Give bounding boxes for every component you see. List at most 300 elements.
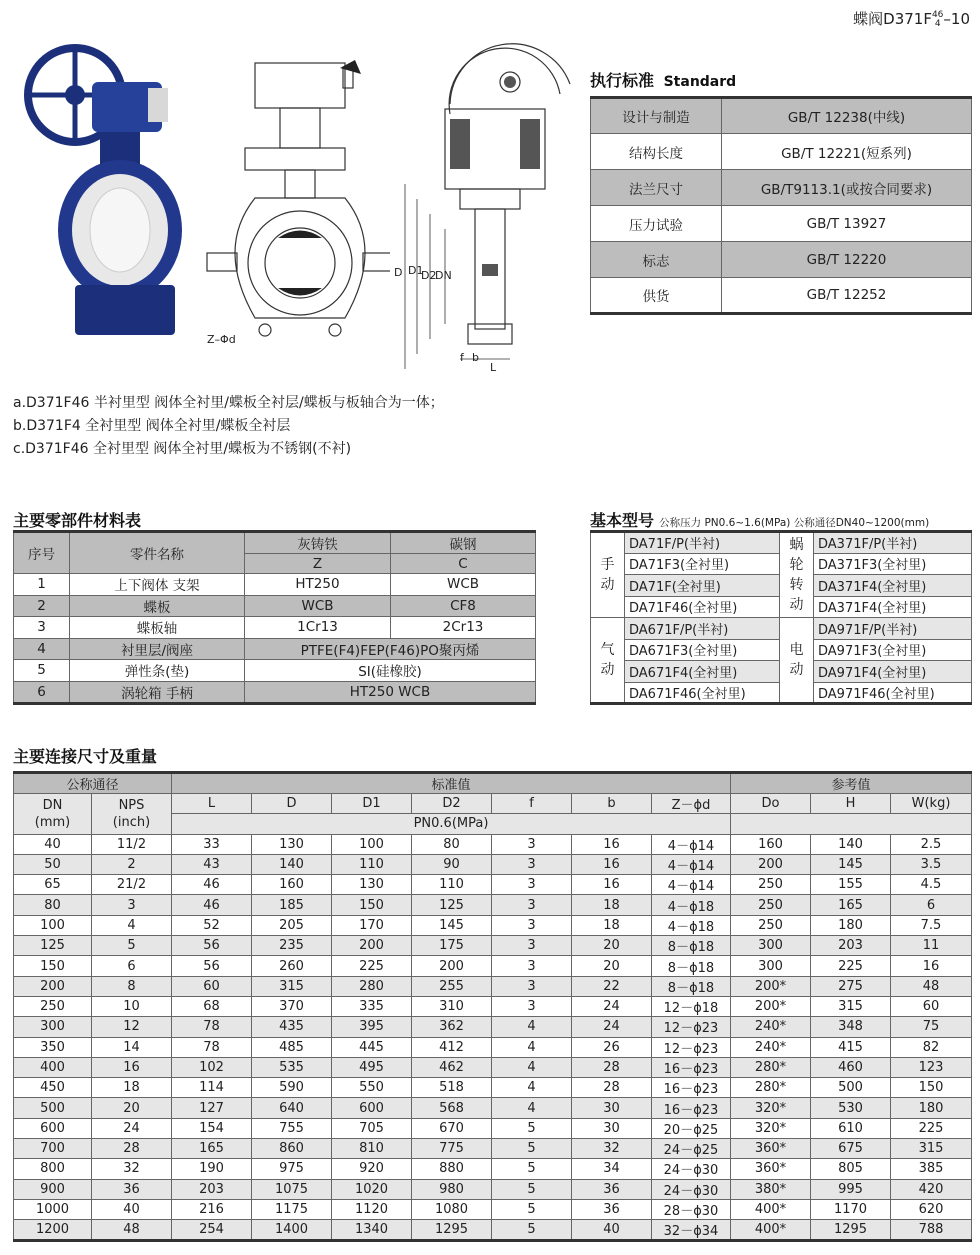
table-cell: 16－ϕ23 xyxy=(652,1078,731,1098)
table-cell: 300 xyxy=(731,936,811,956)
table-cell: 300 xyxy=(14,1017,92,1037)
col-header-nps xyxy=(92,794,172,835)
table-cell: 3 xyxy=(492,915,572,935)
table-cell: 150 xyxy=(332,895,412,915)
table-cell: 40 xyxy=(572,1220,652,1241)
table-cell: 1170 xyxy=(811,1199,891,1219)
table-cell: 800 xyxy=(14,1159,92,1179)
table-row xyxy=(14,854,972,874)
col-header-dn-unit: (mm) xyxy=(34,814,71,830)
table-cell: 5 xyxy=(492,1220,572,1241)
table-cell: 1340 xyxy=(332,1220,412,1241)
table-cell: 30 xyxy=(572,1118,652,1138)
table-cell: 16 xyxy=(572,854,652,874)
standard-key: 设计与制造 xyxy=(591,98,722,134)
table-cell: 130 xyxy=(252,834,332,854)
table-cell: 788 xyxy=(891,1220,972,1241)
table-cell: 165 xyxy=(172,1139,252,1159)
table-cell: 4－ϕ14 xyxy=(652,834,731,854)
col-header-z: Z xyxy=(245,554,391,574)
table-cell: 36 xyxy=(92,1179,172,1199)
cell: 涡轮箱 手柄 xyxy=(70,681,245,703)
table-cell: 2 xyxy=(92,854,172,874)
table-cell: 46 xyxy=(172,895,252,915)
table-row xyxy=(14,976,972,996)
models-side-label: 电动 xyxy=(789,642,804,678)
table-cell: 240* xyxy=(731,1037,811,1057)
table-row xyxy=(591,242,972,278)
model-item: DA971F46(全衬里) xyxy=(814,682,972,704)
table-row xyxy=(591,98,972,134)
cell: SI(硅橡胶) xyxy=(245,660,536,682)
models-table xyxy=(590,530,972,705)
table-cell: 150 xyxy=(891,1078,972,1098)
table-cell: 127 xyxy=(172,1098,252,1118)
pn-label-empty xyxy=(731,814,972,834)
table-cell: 145 xyxy=(412,915,492,935)
table-cell: 4.5 xyxy=(891,875,972,895)
col-header: b xyxy=(572,794,652,814)
col-header: H xyxy=(811,794,891,814)
table-cell: 154 xyxy=(172,1118,252,1138)
table-cell: 2.5 xyxy=(891,834,972,854)
table-row xyxy=(14,1098,972,1118)
label-zphid: Z–Φd xyxy=(207,333,236,346)
materials-title: 主要零部件材料表 xyxy=(13,511,142,530)
table-cell: 78 xyxy=(172,1037,252,1057)
table-cell: 460 xyxy=(811,1057,891,1077)
label-b: b xyxy=(472,351,479,364)
table-cell: 200* xyxy=(731,996,811,1016)
table-cell: 24 xyxy=(92,1118,172,1138)
table-cell: 3 xyxy=(92,895,172,915)
table-cell: 1175 xyxy=(252,1199,332,1219)
table-cell: 6 xyxy=(92,956,172,976)
table-cell: 705 xyxy=(332,1118,412,1138)
standard-value: GB/T9113.1(或按合同要求) xyxy=(722,170,972,206)
table-cell: 495 xyxy=(332,1057,412,1077)
table-cell: 530 xyxy=(811,1098,891,1118)
standard-heading xyxy=(590,68,736,91)
table-cell: 3 xyxy=(492,895,572,915)
cell: 弹性条(垫) xyxy=(70,660,245,682)
table-cell: 32 xyxy=(92,1159,172,1179)
table-row xyxy=(14,1179,972,1199)
col-header-nps-unit: (inch) xyxy=(112,814,151,830)
table-cell: 5 xyxy=(492,1179,572,1199)
table-header-row xyxy=(14,773,972,794)
table-cell: 240* xyxy=(731,1017,811,1037)
table-cell: 250 xyxy=(731,895,811,915)
table-cell: 216 xyxy=(172,1199,252,1219)
table-cell: 280* xyxy=(731,1078,811,1098)
label-D1: D1 xyxy=(408,264,424,277)
table-cell: 48 xyxy=(891,976,972,996)
table-cell: 24 xyxy=(572,996,652,1016)
table-cell: 4－ϕ14 xyxy=(652,875,731,895)
table-cell: 65 xyxy=(14,875,92,895)
table-cell: 200 xyxy=(412,956,492,976)
table-cell: 315 xyxy=(252,976,332,996)
table-row xyxy=(591,618,972,640)
table-cell: 203 xyxy=(811,936,891,956)
cell: HT250 WCB xyxy=(245,681,536,703)
table-cell: 975 xyxy=(252,1159,332,1179)
table-cell: 205 xyxy=(252,915,332,935)
table-cell: 125 xyxy=(412,895,492,915)
cell: 2 xyxy=(14,595,70,617)
table-cell: 400* xyxy=(731,1199,811,1219)
table-row xyxy=(14,638,536,660)
table-cell: 4 xyxy=(92,915,172,935)
col-header-no: 序号 xyxy=(14,532,70,574)
cell: PTFE(F4)FEP(F46)PO聚丙烯 xyxy=(245,638,536,660)
table-cell: 995 xyxy=(811,1179,891,1199)
standard-key: 法兰尺寸 xyxy=(591,170,722,206)
table-row xyxy=(14,1159,972,1179)
model-item: DA971F/P(半衬) xyxy=(814,618,972,640)
table-cell: 775 xyxy=(412,1139,492,1159)
table-cell: 160 xyxy=(731,834,811,854)
table-cell: 60 xyxy=(891,996,972,1016)
standard-key: 结构长度 xyxy=(591,134,722,170)
models-side-label: 蜗轮转动 xyxy=(789,537,804,613)
table-cell: 1075 xyxy=(252,1179,332,1199)
table-cell: 3 xyxy=(492,996,572,1016)
table-cell: 235 xyxy=(252,936,332,956)
col-group-standard: 标准值 xyxy=(172,773,731,794)
table-cell: 3 xyxy=(492,976,572,996)
table-cell: 590 xyxy=(252,1078,332,1098)
label-L: L xyxy=(490,361,497,374)
table-cell: 675 xyxy=(811,1139,891,1159)
table-cell: 180 xyxy=(811,915,891,935)
table-cell: 32－ϕ34 xyxy=(652,1220,731,1241)
dims-table xyxy=(13,771,972,1242)
table-header-row xyxy=(14,794,972,814)
standard-value: GB/T 12221(短系列) xyxy=(722,134,972,170)
table-cell: 20 xyxy=(92,1098,172,1118)
type-item: b.D371F4 全衬里型 阀体全衬里/蝶板全衬层 xyxy=(13,418,291,434)
label-D2: D2 xyxy=(421,269,437,282)
model-item: DA671F46(全衬里) xyxy=(625,682,780,704)
col-header-dn xyxy=(14,794,92,835)
cell: 5 xyxy=(14,660,70,682)
models-side-label: 气动 xyxy=(600,642,615,678)
table-cell: 320* xyxy=(731,1098,811,1118)
cell: 1 xyxy=(14,574,70,596)
table-cell: 250 xyxy=(731,915,811,935)
table-cell: 140 xyxy=(811,834,891,854)
valve-front-drawing xyxy=(205,38,390,358)
table-cell: 21/2 xyxy=(92,875,172,895)
table-cell: 123 xyxy=(891,1057,972,1077)
table-cell: 8－ϕ18 xyxy=(652,936,731,956)
table-cell: 3.5 xyxy=(891,854,972,874)
table-cell: 348 xyxy=(811,1017,891,1037)
table-cell: 24－ϕ25 xyxy=(652,1139,731,1159)
table-cell: 11 xyxy=(891,936,972,956)
table-cell: 450 xyxy=(14,1078,92,1098)
cell: 6 xyxy=(14,681,70,703)
table-cell: 180 xyxy=(891,1098,972,1118)
table-cell: 114 xyxy=(172,1078,252,1098)
table-row xyxy=(14,1139,972,1159)
model-item: DA371F4(全衬里) xyxy=(814,575,972,597)
table-row xyxy=(14,574,536,596)
col-header: D1 xyxy=(332,794,412,814)
cell: WCB xyxy=(391,574,536,596)
table-cell: 315 xyxy=(891,1139,972,1159)
type-item: a.D371F46 半衬里型 阀体全衬里/蝶板全衬层/蝶板与板轴合为一体； xyxy=(13,395,444,411)
table-cell: 30 xyxy=(572,1098,652,1118)
models-title: 基本型号 xyxy=(590,511,655,530)
table-cell: 16－ϕ23 xyxy=(652,1057,731,1077)
cell: 3 xyxy=(14,617,70,639)
table-cell: 110 xyxy=(412,875,492,895)
table-row xyxy=(14,1017,972,1037)
table-row xyxy=(14,1199,972,1219)
table-cell: 620 xyxy=(891,1199,972,1219)
table-row xyxy=(14,956,972,976)
header-title-sup: 46 xyxy=(931,9,944,20)
type-list xyxy=(13,392,444,461)
table-cell: 5 xyxy=(492,1139,572,1159)
pn-label: PN0.6(MPa) xyxy=(172,814,731,834)
materials-table xyxy=(13,530,536,705)
table-cell: 68 xyxy=(172,996,252,1016)
table-row xyxy=(591,170,972,206)
table-cell: 485 xyxy=(252,1037,332,1057)
table-row xyxy=(14,1220,972,1241)
table-cell: 200 xyxy=(14,976,92,996)
table-cell: 860 xyxy=(252,1139,332,1159)
table-cell: 900 xyxy=(14,1179,92,1199)
model-item: DA671F/P(半衬) xyxy=(625,618,780,640)
table-cell: 145 xyxy=(811,854,891,874)
table-cell: 185 xyxy=(252,895,332,915)
table-cell: 175 xyxy=(412,936,492,956)
col-group-reference: 参考值 xyxy=(731,773,972,794)
table-cell: 362 xyxy=(412,1017,492,1037)
table-row xyxy=(591,532,972,554)
table-cell: 50 xyxy=(14,854,92,874)
table-cell: 250 xyxy=(731,875,811,895)
model-item: DA71F3(全衬里) xyxy=(625,553,780,575)
model-item: DA671F4(全衬里) xyxy=(625,661,780,683)
cell: 1Cr13 xyxy=(245,617,391,639)
table-cell: 18 xyxy=(572,895,652,915)
cell: 2Cr13 xyxy=(391,617,536,639)
table-cell: 24－ϕ30 xyxy=(652,1159,731,1179)
col-header-cs: 碳钢 xyxy=(391,532,536,554)
table-cell: 755 xyxy=(252,1118,332,1138)
model-item: DA971F4(全衬里) xyxy=(814,661,972,683)
table-cell: 8 xyxy=(92,976,172,996)
table-cell: 24 xyxy=(572,1017,652,1037)
table-cell: 462 xyxy=(412,1057,492,1077)
col-header-nps-label: NPS xyxy=(118,797,145,813)
table-cell: 130 xyxy=(332,875,412,895)
table-cell: 28 xyxy=(572,1078,652,1098)
table-cell: 28 xyxy=(572,1057,652,1077)
table-cell: 160 xyxy=(252,875,332,895)
table-cell: 1080 xyxy=(412,1199,492,1219)
table-cell: 20 xyxy=(572,956,652,976)
table-cell: 3 xyxy=(492,936,572,956)
standard-value: GB/T 12238(中线) xyxy=(722,98,972,134)
table-cell: 110 xyxy=(332,854,412,874)
table-cell: 370 xyxy=(252,996,332,1016)
table-cell: 36 xyxy=(572,1199,652,1219)
table-cell: 400 xyxy=(14,1057,92,1077)
type-item: c.D371F46 全衬里型 阀体全衬里/蝶板为不锈钢(不衬) xyxy=(13,441,352,457)
model-item: DA71F46(全衬里) xyxy=(625,596,780,618)
model-item: DA71F/P(半衬) xyxy=(625,532,780,554)
table-cell: 350 xyxy=(14,1037,92,1057)
table-cell: 500 xyxy=(811,1078,891,1098)
table-cell: 10 xyxy=(92,996,172,1016)
standard-value: GB/T 13927 xyxy=(722,206,972,242)
table-row xyxy=(14,936,972,956)
table-cell: 56 xyxy=(172,956,252,976)
table-cell: 60 xyxy=(172,976,252,996)
table-cell: 225 xyxy=(332,956,412,976)
table-cell: 225 xyxy=(811,956,891,976)
table-cell: 34 xyxy=(572,1159,652,1179)
table-cell: 82 xyxy=(891,1037,972,1057)
table-cell: 3 xyxy=(492,834,572,854)
table-row xyxy=(591,278,972,314)
table-cell: 360* xyxy=(731,1159,811,1179)
table-cell: 385 xyxy=(891,1159,972,1179)
table-row xyxy=(14,660,536,682)
table-cell: 920 xyxy=(332,1159,412,1179)
col-header: W(kg) xyxy=(891,794,972,814)
label-DN: DN xyxy=(435,269,452,282)
table-cell: 360* xyxy=(731,1139,811,1159)
col-group-nominal: 公称通径 xyxy=(14,773,172,794)
valve-photo xyxy=(20,40,195,340)
table-cell: 16 xyxy=(572,875,652,895)
table-cell: 4－ϕ18 xyxy=(652,895,731,915)
table-cell: 33 xyxy=(172,834,252,854)
table-cell: 415 xyxy=(811,1037,891,1057)
table-cell: 18 xyxy=(92,1078,172,1098)
col-header-dn-label: DN xyxy=(42,797,63,813)
col-header: Z－ϕd xyxy=(652,794,731,814)
table-cell: 805 xyxy=(811,1159,891,1179)
table-cell: 28－ϕ30 xyxy=(652,1199,731,1219)
table-row xyxy=(14,1078,972,1098)
cell: WCB xyxy=(245,595,391,617)
model-item: DA371F/P(半衬) xyxy=(814,532,972,554)
standard-key: 标志 xyxy=(591,242,722,278)
table-cell: 80 xyxy=(412,834,492,854)
models-side-label: 手动 xyxy=(600,557,615,593)
table-row xyxy=(14,834,972,854)
table-cell: 16 xyxy=(891,956,972,976)
table-cell: 335 xyxy=(332,996,412,1016)
table-cell: 12－ϕ23 xyxy=(652,1037,731,1057)
cell: HT250 xyxy=(245,574,391,596)
table-cell: 43 xyxy=(172,854,252,874)
table-cell: 1000 xyxy=(14,1199,92,1219)
table-cell: 550 xyxy=(332,1078,412,1098)
table-cell: 225 xyxy=(891,1118,972,1138)
table-cell: 12－ϕ23 xyxy=(652,1017,731,1037)
table-cell: 280 xyxy=(332,976,412,996)
table-cell: 412 xyxy=(412,1037,492,1057)
table-cell: 1020 xyxy=(332,1179,412,1199)
table-cell: 4－ϕ14 xyxy=(652,854,731,874)
table-row xyxy=(14,595,536,617)
table-cell: 16－ϕ23 xyxy=(652,1098,731,1118)
table-cell: 260 xyxy=(252,956,332,976)
table-cell: 100 xyxy=(14,915,92,935)
table-cell: 250 xyxy=(14,996,92,1016)
table-cell: 20－ϕ25 xyxy=(652,1118,731,1138)
table-cell: 190 xyxy=(172,1159,252,1179)
table-cell: 90 xyxy=(412,854,492,874)
page-header xyxy=(853,8,970,29)
table-cell: 275 xyxy=(811,976,891,996)
cell: 蝶板 xyxy=(70,595,245,617)
table-cell: 165 xyxy=(811,895,891,915)
table-cell: 200 xyxy=(731,854,811,874)
cell: 上下阀体 支架 xyxy=(70,574,245,596)
table-cell: 140 xyxy=(252,854,332,874)
table-cell: 78 xyxy=(172,1017,252,1037)
table-row xyxy=(14,681,536,703)
table-cell: 100 xyxy=(332,834,412,854)
table-cell: 56 xyxy=(172,936,252,956)
table-cell: 400* xyxy=(731,1220,811,1241)
table-cell: 380* xyxy=(731,1179,811,1199)
standard-value: GB/T 12252 xyxy=(722,278,972,314)
dims-title: 主要连接尺寸及重量 xyxy=(13,747,158,766)
table-cell: 254 xyxy=(172,1220,252,1241)
table-cell: 28 xyxy=(92,1139,172,1159)
table-cell: 880 xyxy=(412,1159,492,1179)
models-subtitle: 公称压力 PN0.6~1.6(MPa) 公称通径DN40~1200(mm) xyxy=(659,517,930,529)
col-header: D xyxy=(252,794,332,814)
standard-table xyxy=(590,96,972,315)
table-cell: 500 xyxy=(14,1098,92,1118)
table-cell: 4－ϕ18 xyxy=(652,915,731,935)
table-cell: 980 xyxy=(412,1179,492,1199)
table-cell: 12 xyxy=(92,1017,172,1037)
table-cell: 150 xyxy=(14,956,92,976)
valve-section-drawing xyxy=(390,24,590,384)
table-cell: 16 xyxy=(572,834,652,854)
table-cell: 445 xyxy=(332,1037,412,1057)
standard-title-en: Standard xyxy=(663,74,737,90)
table-cell: 11/2 xyxy=(92,834,172,854)
standard-title: 执行标准 xyxy=(590,71,655,90)
table-cell: 610 xyxy=(811,1118,891,1138)
table-cell: 420 xyxy=(891,1179,972,1199)
table-cell: 36 xyxy=(572,1179,652,1199)
table-row xyxy=(14,1057,972,1077)
table-cell: 255 xyxy=(412,976,492,996)
table-cell: 26 xyxy=(572,1037,652,1057)
table-cell: 300 xyxy=(731,956,811,976)
model-item: DA671F3(全衬里) xyxy=(625,639,780,661)
model-item: DA371F3(全衬里) xyxy=(814,553,972,575)
table-cell: 200* xyxy=(731,976,811,996)
table-cell: 320* xyxy=(731,1118,811,1138)
